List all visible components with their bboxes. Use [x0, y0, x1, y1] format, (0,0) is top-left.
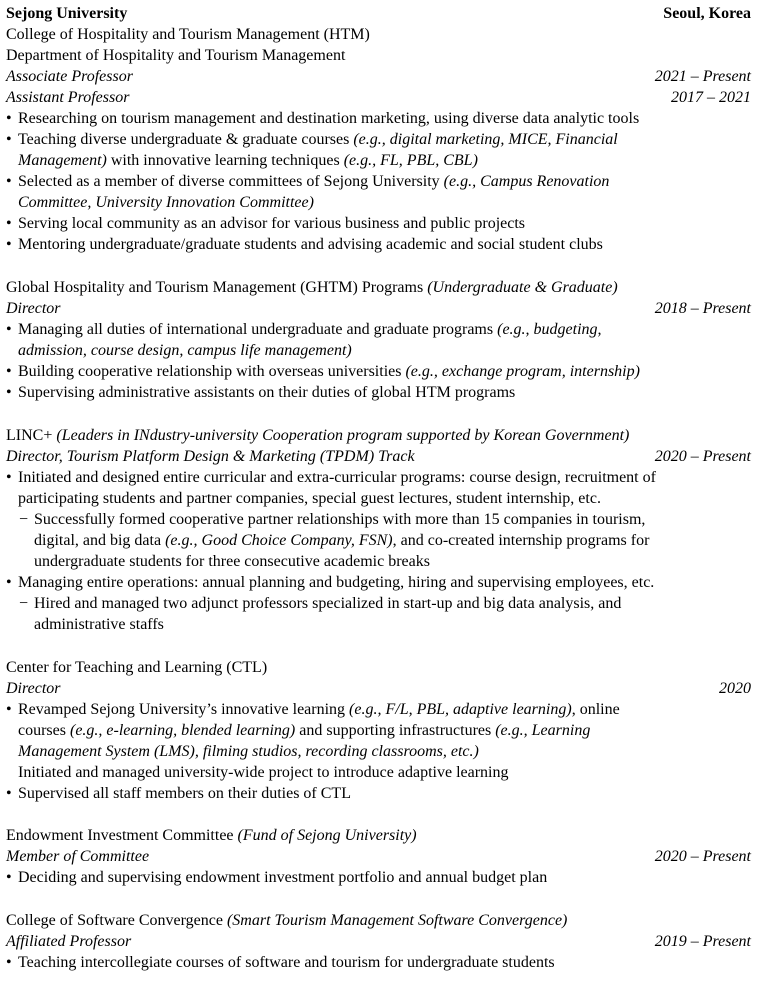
- bullet-item: • Revamped Sejong University’s innovative learning (e.g., F/L, PBL, adaptive learning), online: [6, 701, 620, 718]
- section-title: Center for Teaching and Learning (CTL): [6, 659, 268, 676]
- bullet-icon: •: [6, 173, 12, 190]
- sub-bullet-continuation: digital, and big data (e.g., Good Choice Company, FSN), and co-created internship programs for: [34, 532, 650, 549]
- role-date: 2021 – Present: [654, 68, 751, 85]
- bullet-item: • Serving local community as an advisor for various business and public projects: [6, 215, 526, 232]
- bullet-continuation: courses (e.g., e-learning, blended learning) and supporting infrastructures (e.g., Learning: [18, 722, 591, 739]
- bullet-item: • Initiated and designed entire curricular and extra-curricular programs: course design, recruitment of: [6, 469, 656, 486]
- bullet-icon: •: [6, 215, 12, 232]
- role-date: 2020: [719, 680, 751, 697]
- bullet-item: • Managing all duties of international undergraduate and graduate programs (e.g., budgeting,: [6, 321, 602, 338]
- college-title: College of Hospitality and Tourism Management (HTM): [6, 26, 370, 43]
- role-date: 2020 – Present: [654, 848, 751, 865]
- sub-bullet-item: − Successfully formed cooperative partner relationships with more than 15 companies in tourism,: [19, 511, 646, 528]
- role-date: 2017 – 2021: [671, 89, 751, 106]
- section-title: LINC+ (Leaders in INdustry-university Cooperation program supported by Korean Government): [6, 427, 630, 444]
- role-row: [6, 298, 751, 319]
- bullet-item: • Mentoring undergraduate/graduate students and advising academic and social student clubs: [6, 236, 603, 253]
- section-title: Global Hospitality and Tourism Management (GHTM) Programs (Undergraduate & Graduate): [6, 279, 618, 296]
- bullet-icon: •: [6, 363, 12, 380]
- role-date: 2020 – Present: [654, 448, 751, 465]
- bullet-icon: •: [6, 954, 12, 971]
- bullet-icon: •: [6, 384, 12, 401]
- role-date: 2018 – Present: [654, 300, 751, 317]
- bullet-item: • Selected as a member of diverse committees of Sejong University (e.g., Campus Renovation: [6, 173, 610, 190]
- role-row: [6, 678, 751, 699]
- bullet-item: • Managing entire operations: annual planning and budgeting, hiring and supervising employees, etc.: [6, 574, 655, 591]
- bullet-icon: •: [6, 131, 12, 148]
- role-row: [6, 931, 751, 952]
- bullet-icon: •: [6, 469, 12, 486]
- role-title: Director: [6, 300, 61, 317]
- bullet-icon: •: [6, 321, 12, 338]
- bullet-continuation: Initiated and managed university-wide project to introduce adaptive learning: [18, 764, 509, 781]
- section-title: Endowment Investment Committee (Fund of Sejong University): [6, 827, 417, 844]
- role-title: Affiliated Professor: [6, 933, 132, 950]
- role-row: [6, 846, 751, 867]
- role-title: Member of Committee: [6, 848, 150, 865]
- bullet-icon: •: [6, 574, 12, 591]
- role-title: Director: [6, 680, 61, 697]
- department-title: Department of Hospitality and Tourism Management: [6, 47, 346, 64]
- sub-bullet-continuation: administrative staffs: [34, 616, 164, 633]
- bullet-item: • Teaching diverse undergraduate & graduate courses (e.g., digital marketing, MICE, Financial: [6, 131, 618, 148]
- bullet-icon: •: [6, 869, 12, 886]
- sub-bullet-item: − Hired and managed two adjunct professors specialized in start-up and big data analysis, and: [19, 595, 622, 612]
- bullet-icon: •: [6, 785, 12, 802]
- bullet-item: • Teaching intercollegiate courses of software and tourism for undergraduate students: [6, 954, 555, 971]
- role-row: [6, 87, 751, 108]
- role-title: Director, Tourism Platform Design & Marketing (TPDM) Track: [6, 448, 415, 465]
- section-title: College of Software Convergence (Smart Tourism Management Software Convergence): [6, 912, 568, 929]
- bullet-continuation: Management) with innovative learning techniques (e.g., FL, PBL, CBL): [18, 152, 478, 169]
- bullet-icon: •: [6, 701, 12, 718]
- role-row: [6, 446, 751, 467]
- role-title: Assistant Professor: [6, 89, 130, 106]
- bullet-continuation: Management System (LMS), filming studios, recording classrooms, etc.): [18, 743, 479, 760]
- bullet-item: • Researching on tourism management and destination marketing, using diverse data analytic tools: [6, 110, 640, 127]
- bullet-continuation: admission, course design, campus life management): [18, 342, 352, 359]
- bullet-item: • Supervised all staff members on their duties of CTL: [6, 785, 351, 802]
- bullet-continuation: Committee, University Innovation Committee): [18, 194, 314, 211]
- bullet-item: • Supervising administrative assistants on their duties of global HTM programs: [6, 384, 516, 401]
- university-name: Sejong University: [6, 5, 128, 22]
- bullet-icon: •: [6, 110, 12, 127]
- dash-icon: −: [19, 511, 29, 528]
- header-row: [6, 3, 751, 24]
- dash-icon: −: [19, 595, 29, 612]
- bullet-continuation: participating students and partner companies, special guest lectures, student internship, etc.: [18, 490, 601, 507]
- bullet-item: • Deciding and supervising endowment investment portfolio and annual budget plan: [6, 869, 548, 886]
- role-title: Associate Professor: [6, 68, 133, 85]
- role-row: [6, 66, 751, 87]
- sub-bullet-continuation: undergraduate students for three consecutive academic breaks: [34, 553, 430, 570]
- location: Seoul, Korea: [663, 5, 751, 22]
- role-date: 2019 – Present: [654, 933, 751, 950]
- bullet-icon: •: [6, 236, 12, 253]
- bullet-item: • Building cooperative relationship with overseas universities (e.g., exchange program, internship): [6, 363, 640, 380]
